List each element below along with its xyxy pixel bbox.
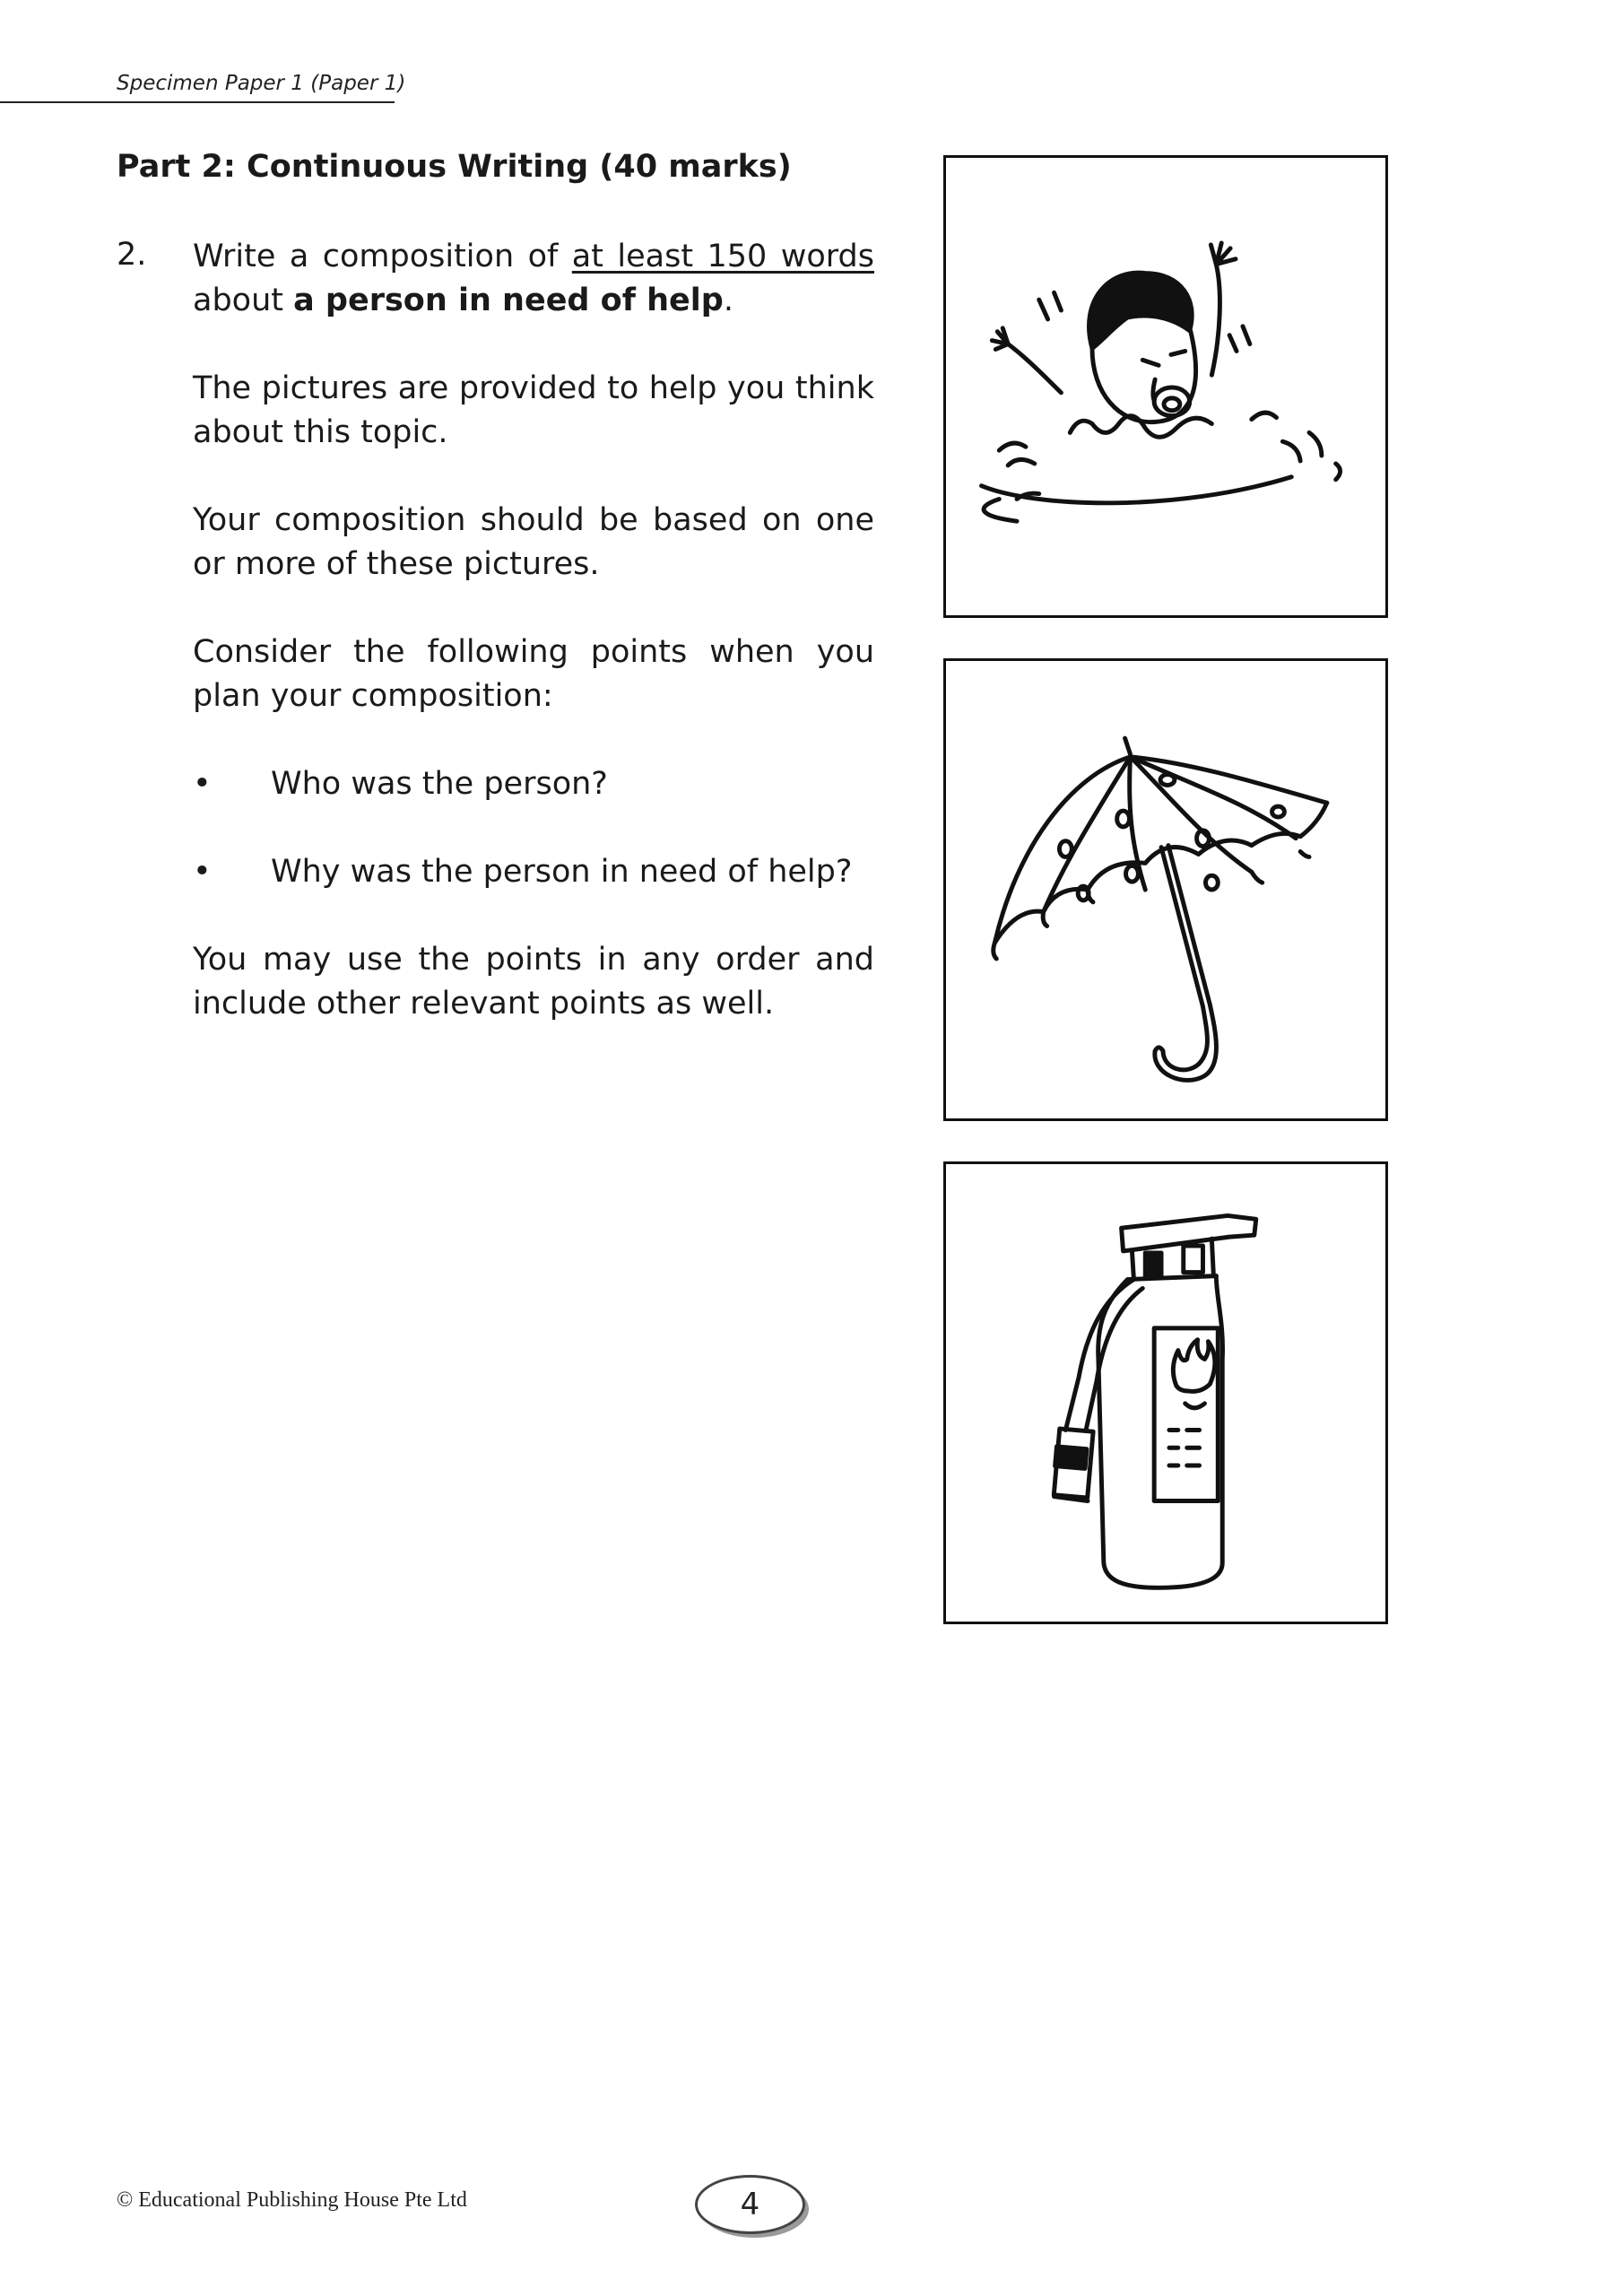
- question-number: 2.: [117, 237, 147, 273]
- page-number: 4: [695, 2175, 805, 2234]
- bullet-point: [193, 850, 874, 894]
- composition-basis: Your composition should be based on one or more of these pictures.: [193, 502, 874, 582]
- composition-topic: a person in need of help: [293, 283, 724, 318]
- bullet-icon: •: [193, 766, 212, 802]
- copyright-notice: © Educational Publishing House Pte Ltd: [117, 2188, 467, 2212]
- closing-instruction: You may use the points in any order and include other relevant points as well.: [193, 942, 874, 1022]
- header-rule: [0, 101, 395, 103]
- intro-text: Write a composition of: [193, 239, 572, 274]
- part-title: Part 2: Continuous Writing (40 marks): [117, 149, 792, 185]
- bullet-point: [193, 762, 874, 806]
- intro-text-mid: about: [193, 283, 294, 318]
- pictures-note: The pictures are provided to help you think about this topic.: [193, 370, 874, 450]
- bullet-text: Why was the person in need of help?: [271, 854, 853, 890]
- word-count-requirement: at least 150 words: [571, 239, 875, 274]
- drowning-boy-icon: [946, 158, 1385, 615]
- bullet-icon: •: [193, 854, 212, 890]
- question-intro: [193, 235, 874, 323]
- page-number-badge: [695, 2175, 807, 2236]
- picture-frame-extinguisher: [943, 1161, 1388, 1624]
- bullet-text: Who was the person?: [271, 766, 608, 802]
- points-intro: Consider the following points when you plan your composition:: [193, 634, 874, 714]
- fire-extinguisher-icon: [946, 1164, 1385, 1622]
- running-header: Specimen Paper 1 (Paper 1): [117, 72, 406, 95]
- picture-frame-drowning: [943, 155, 1388, 618]
- intro-period: .: [723, 283, 733, 318]
- picture-frame-umbrella: [943, 658, 1388, 1121]
- umbrella-icon: [946, 661, 1385, 1118]
- question-body: [193, 235, 874, 1026]
